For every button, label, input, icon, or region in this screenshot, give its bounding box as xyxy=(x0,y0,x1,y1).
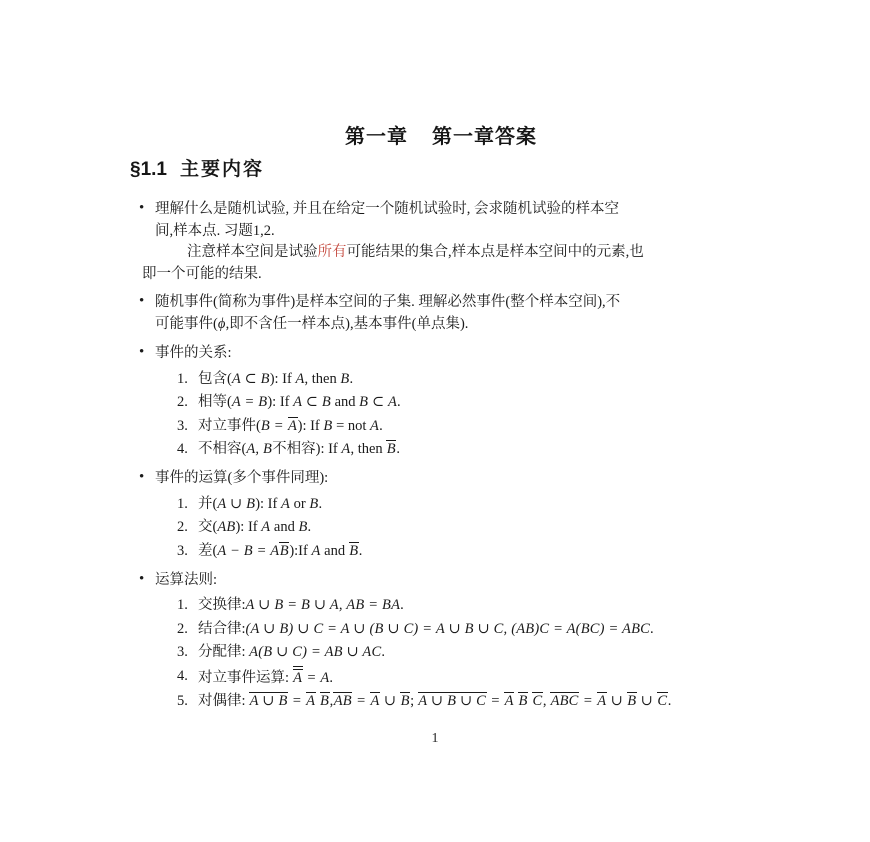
text-run: 注意样本空间是试验 xyxy=(187,244,318,260)
math-overline: A xyxy=(306,693,316,709)
paragraph-line xyxy=(155,199,752,221)
text-run: . xyxy=(400,597,404,613)
math-expression: B xyxy=(309,495,319,512)
list-item-number: 2. xyxy=(177,394,188,410)
list-item xyxy=(155,541,752,562)
section-title: 主要内容 xyxy=(179,159,264,180)
bullet-item-operation-laws xyxy=(130,570,752,713)
math-expression: (A ∪ B) ∪ C = A ∪ (B ∪ C) = A ∪ B ∪ C, (AB)C = A(BC) = ABC xyxy=(245,620,651,637)
math-expression: = A xyxy=(302,669,330,686)
math-expression: ϕ xyxy=(217,315,226,332)
text-run: 包含( xyxy=(198,370,232,387)
text-run: , then xyxy=(304,370,341,387)
list-item-number: 5. xyxy=(177,693,188,709)
page-content xyxy=(130,127,752,720)
chapter-title xyxy=(130,127,752,148)
text-run: and xyxy=(330,394,360,410)
list-item-number: 4. xyxy=(177,667,188,684)
text-run: ): If xyxy=(255,495,281,512)
text-run: ; xyxy=(410,693,418,709)
text-run: and xyxy=(320,542,349,559)
math-expression: ∪ xyxy=(636,693,657,709)
math-expression: B xyxy=(323,417,333,434)
bullet-body xyxy=(155,343,752,365)
math-overline: A ∪ B ∪ C xyxy=(418,693,487,709)
text-run: . xyxy=(396,441,400,457)
laws-list xyxy=(155,595,752,712)
paragraph-line xyxy=(155,314,752,336)
math-expression: B xyxy=(340,370,350,387)
operations-list xyxy=(155,494,752,562)
math-overline: ABC xyxy=(550,693,579,709)
text-run: . xyxy=(397,394,401,410)
bullet-icon: • xyxy=(139,469,145,485)
text-run: 并( xyxy=(198,495,218,512)
list-item-number: 1. xyxy=(177,370,188,387)
text-run: 理解什么是随机试验, 并且在给定一个随机试验时, 会求随机试验的样本空 xyxy=(155,201,619,217)
bullet-item-event-relations xyxy=(130,343,752,460)
text-run: . xyxy=(667,693,672,709)
list-item-number: 1. xyxy=(177,597,188,613)
math-expression: B xyxy=(298,519,308,535)
list-item-text xyxy=(198,496,322,512)
math-expression: A xyxy=(261,519,271,535)
math-overline: B xyxy=(320,693,330,709)
text-run: 对偶律: xyxy=(198,693,250,709)
math-expression: A, B xyxy=(246,441,273,457)
text-run: . xyxy=(349,370,354,387)
math-overline: A xyxy=(370,693,380,709)
math-expression: A xyxy=(311,542,321,559)
list-item-number: 4. xyxy=(177,441,188,457)
list-item-text xyxy=(198,597,404,613)
math-expression: A = B xyxy=(231,394,268,410)
text-run: 对立事件运算: xyxy=(198,669,293,686)
list-item-text xyxy=(198,670,333,686)
text-run: , then xyxy=(350,441,387,457)
list-item-number: 3. xyxy=(177,542,188,559)
math-overline: B xyxy=(279,542,289,559)
note-line xyxy=(142,242,752,264)
list-item-text xyxy=(198,644,385,660)
bullet-body xyxy=(155,199,752,242)
text-run: , xyxy=(542,693,551,709)
text-run: or xyxy=(290,495,310,512)
note-line xyxy=(142,264,752,286)
text-run: ):If xyxy=(289,542,312,559)
text-run: ): If xyxy=(235,519,262,535)
list-item xyxy=(155,642,752,663)
math-expression: AB xyxy=(217,519,236,535)
paragraph-line xyxy=(155,292,752,314)
math-double-overline xyxy=(293,666,303,686)
text-run: 可能结果的集合,样本点是样本空间中的元素,也 xyxy=(346,244,644,260)
paragraph-line xyxy=(155,221,752,243)
list-item xyxy=(155,666,752,689)
list-item xyxy=(155,494,752,515)
list-item xyxy=(155,416,752,437)
text-run: 间,样本点. 习题1,2. xyxy=(155,222,275,239)
list-item-number: 3. xyxy=(177,644,188,660)
list-item-number: 3. xyxy=(177,417,188,434)
text-run: = not xyxy=(332,417,371,434)
section-heading xyxy=(130,158,752,182)
text-run: . xyxy=(358,542,363,559)
bullet-body xyxy=(155,570,752,592)
list-item xyxy=(155,691,752,712)
text-run: 结合律: xyxy=(198,620,246,637)
list-item xyxy=(155,439,752,460)
text-run: . xyxy=(329,669,334,686)
text-run: 交换律: xyxy=(198,597,246,613)
text-run: , xyxy=(329,693,334,709)
bullet-item-random-event xyxy=(130,292,752,335)
list-item-number: 2. xyxy=(177,519,188,535)
list-item-number: 1. xyxy=(177,495,188,512)
text-run: 随机事件(简称为事件)是样本空间的子集. 理解必然事件(整个样本空间),不 xyxy=(155,294,621,310)
bullet-icon: • xyxy=(139,344,145,360)
text-run: 事件的关系: xyxy=(155,345,232,361)
math-expression: A(B ∪ C) = AB ∪ AC xyxy=(249,644,382,660)
text-run: ): If xyxy=(297,417,324,434)
math-expression: A ∪ B = B ∪ A, AB = BA xyxy=(245,597,401,613)
text-run: 即一个可能的结果. xyxy=(142,265,262,282)
math-overline: B xyxy=(400,693,410,709)
text-run: 分配律: xyxy=(198,644,250,660)
text-run: 可能事件( xyxy=(155,315,218,332)
math-overline: A ∪ B xyxy=(249,693,288,709)
list-item-number: 2. xyxy=(177,620,188,637)
group-heading xyxy=(155,343,752,365)
math-overline: A xyxy=(504,693,514,709)
text-run: 对立事件( xyxy=(198,417,261,434)
list-item xyxy=(155,392,752,413)
text-run: . xyxy=(650,620,654,637)
math-overline: B xyxy=(627,693,637,709)
text-run: 事件的运算(多个事件同理): xyxy=(155,470,329,486)
section-number: §1.1 xyxy=(130,159,167,180)
math-expression: A xyxy=(370,417,380,434)
math-overline: C xyxy=(532,693,543,709)
math-expression: = xyxy=(486,693,505,709)
red-emphasis-text: 所有 xyxy=(317,244,347,260)
math-expression: A xyxy=(341,441,351,457)
math-overline: A xyxy=(293,669,303,686)
text-run: 相等( xyxy=(198,394,232,410)
list-item-text xyxy=(198,519,311,535)
math-overline: B xyxy=(386,441,396,457)
bullet-item-event-operations xyxy=(130,468,752,562)
text-run: . xyxy=(318,495,323,512)
relations-list xyxy=(155,369,752,461)
math-expression: = xyxy=(288,693,306,709)
math-expression: ∪ xyxy=(380,693,401,709)
bullet-body xyxy=(155,468,752,490)
bullet-body xyxy=(155,292,752,335)
list-item-text xyxy=(198,543,362,559)
chapter-title-number: 第一章 xyxy=(345,126,408,148)
list-item-text xyxy=(198,693,671,709)
math-overline: B xyxy=(349,542,359,559)
math-expression: ∪ xyxy=(606,693,627,709)
text-run: . xyxy=(307,519,312,535)
math-expression: = xyxy=(352,693,370,709)
math-overline: A xyxy=(597,693,607,709)
list-item-text xyxy=(198,418,383,434)
math-expression: A xyxy=(280,495,291,512)
bullet-icon: • xyxy=(139,570,145,587)
math-expression: A ⊂ B xyxy=(231,370,270,387)
group-heading xyxy=(155,570,752,592)
page-number: 1 xyxy=(431,731,439,746)
text-run: . xyxy=(381,644,385,660)
note-paragraph xyxy=(142,242,752,285)
text-run: and xyxy=(270,519,299,535)
text-run: 交( xyxy=(198,519,218,535)
list-item xyxy=(155,619,752,640)
list-item-text xyxy=(198,621,654,637)
math-expression: B ⊂ A xyxy=(359,394,398,410)
list-item xyxy=(155,369,752,390)
math-overline: A xyxy=(288,417,298,434)
text-run: 运算法则: xyxy=(155,571,218,588)
list-item-text xyxy=(198,371,353,387)
chapter-title-text: 第一章答案 xyxy=(432,126,537,148)
text-run: ): If xyxy=(267,394,294,410)
list-item-text xyxy=(198,394,401,410)
text-run: 差( xyxy=(198,542,218,559)
list-item-text xyxy=(198,441,400,457)
list-item xyxy=(155,595,752,616)
text-run: . xyxy=(379,417,383,434)
math-overline: AB xyxy=(333,693,352,709)
list-item xyxy=(155,517,752,538)
bullet-icon: • xyxy=(139,200,145,216)
math-expression: A − B = A xyxy=(217,542,280,559)
math-expression: B = xyxy=(260,417,288,434)
text-run: ,即不含任一样本点),基本事件(单点集). xyxy=(225,315,469,332)
group-heading xyxy=(155,468,752,490)
math-overline: C xyxy=(657,693,668,709)
math-expression: A xyxy=(295,370,305,387)
text-run: ): If xyxy=(269,370,296,387)
text-run: 不相容): If xyxy=(272,441,342,457)
text-run: 不相容( xyxy=(198,441,247,457)
math-expression: A ⊂ B xyxy=(293,394,331,410)
bullet-item-random-experiment xyxy=(130,199,752,242)
bullet-icon: • xyxy=(139,293,145,309)
math-expression: A ∪ B xyxy=(217,495,256,512)
math-expression: = xyxy=(579,693,597,709)
math-overline: B xyxy=(518,693,528,709)
